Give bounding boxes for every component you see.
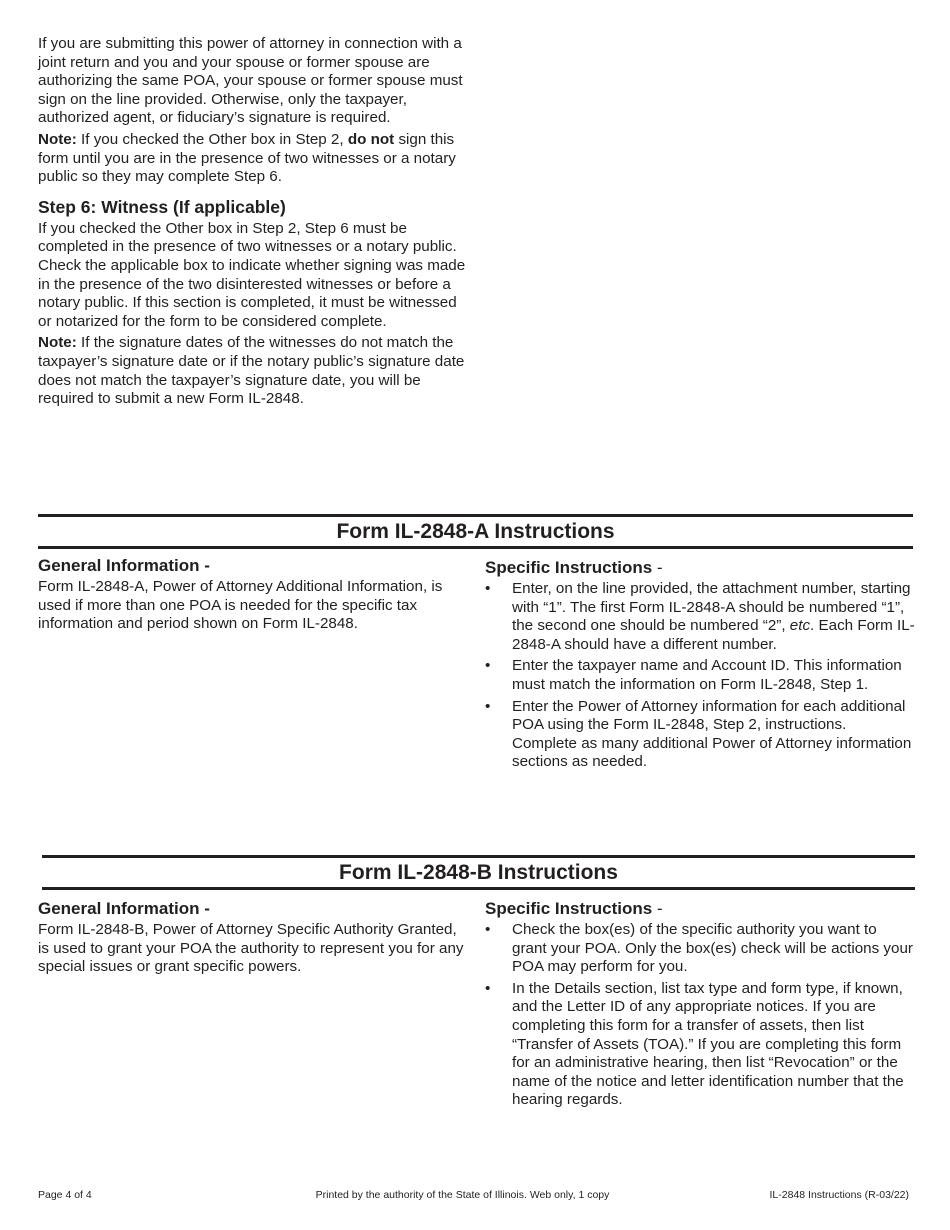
- list-item: • Check the box(es) of the specific authority you want to grant your POA. Only the box(es) check will be actions your POA may perform for you.: [485, 921, 913, 976]
- bullet-icon: •: [485, 979, 491, 997]
- note-do-not-sign: Note: If you checked the Other box in Step 2, do not sign this form until you are in the presence of two witnesses or a notary public so they may complete Step 6.: [38, 130, 456, 186]
- page-number: Page 4 of 4: [38, 1189, 92, 1201]
- bullet-icon: •: [485, 657, 491, 675]
- form-2848a-general: [38, 556, 470, 634]
- general-info-heading: General Information -: [38, 556, 210, 575]
- form-revision-id: IL-2848 Instructions (R-03/22): [769, 1189, 909, 1201]
- note-signature-dates: Note: If the signature dates of the witnesses do not match the taxpayer’s signature date or if the notary public’s signature date does not match the taxpayer’s signature date, you will be required to submit a new Form IL-2848.: [38, 334, 465, 408]
- specific-instructions-heading: Specific Instructions -: [485, 558, 663, 577]
- general-info-heading: General Information -: [38, 899, 210, 918]
- form-2848b-specific: [485, 899, 915, 1113]
- step6-paragraph: If you checked the Other box in Step 2, Step 6 must be completed in the presence of two witnesses or a notary public. Check the applicable box to indicate whether signing was made in the presence of the two disinterested witnesses or before a notary public. If this section is completed, it must be witnessed or notarized for the form to be considered complete.: [38, 219, 466, 330]
- printing-authority: Printed by the authority of the State of Illinois. Web only, 1 copy: [315, 1189, 610, 1201]
- form-2848a-specific: [485, 558, 915, 775]
- bullet-icon: •: [485, 921, 491, 938]
- general-info-text: Form IL-2848-A, Power of Attorney Additional Information, is used if more than one POA is needed for the specific tax information and period shown on Form IL-2848.: [38, 578, 443, 633]
- form-2848a-title: Form IL-2848-A Instructions: [38, 514, 913, 549]
- signature-instructions: [38, 35, 470, 409]
- bullet-icon: •: [485, 697, 491, 715]
- step6-heading: Step 6: Witness (If applicable): [38, 196, 286, 217]
- note-label: Note:: [38, 334, 77, 352]
- note-label: Note:: [38, 130, 77, 148]
- list-item: • Enter, on the line provided, the attachment number, starting with “1”. The first Form IL-2848-A should be numbered “1”, the second one should be numbered “2”, etc. Each Form IL-2848-A should have a different number.: [485, 580, 915, 653]
- joint-return-paragraph: If you are submitting this power of attorney in connection with a joint return and you and your spouse or former spouse are authorizing the same POA, your spouse or former spouse must sign on the line provided. Otherwise, only the taxpayer, authorized agent, or fiduciary’s signature is required.: [38, 35, 463, 127]
- form-2848b-general: [38, 899, 470, 977]
- list-item: • In the Details section, list tax type and form type, if known, and the Letter ID of any appropriate notices. If you are completing this form for a transfer of assets, then list “Transfer of Assets (TOA).” If you are completing this form for an administrative hearing, then list “Revocation” or the name of the notice and letter identification number that the hearing regards.: [485, 979, 904, 1109]
- specific-instructions-list: [485, 580, 915, 772]
- bullet-icon: •: [485, 580, 491, 597]
- form-2848b-title: Form IL-2848-B Instructions: [42, 855, 915, 890]
- specific-instructions-list: [485, 921, 915, 1110]
- general-info-text: Form IL-2848-B, Power of Attorney Specific Authority Granted, is used to grant your POA the authority to represent you for any special issues or grant specific powers.: [38, 921, 464, 976]
- specific-instructions-heading: Specific Instructions -: [485, 899, 663, 918]
- list-item: • Enter the taxpayer name and Account ID. This information must match the information on Form IL-2848, Step 1.: [485, 657, 902, 693]
- list-item: • Enter the Power of Attorney information for each additional POA using the Form IL-2848, Step 2, instructions. Complete as many additional Power of Attorney information sections as needed.: [485, 697, 912, 771]
